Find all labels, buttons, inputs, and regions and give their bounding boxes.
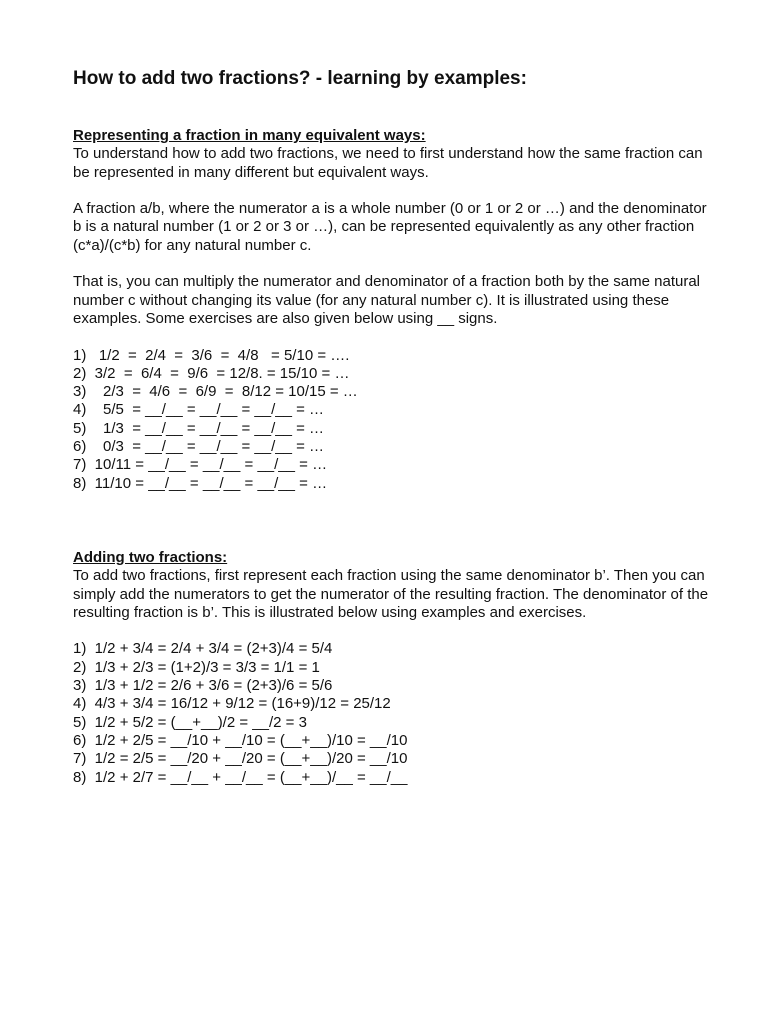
list-item: 1) 1/2 + 3/4 = 2/4 + 3/4 = (2+3)/4 = 5/4 <box>73 640 333 658</box>
list-item: 6) 0/3 = __/__ = __/__ = __/__ = … <box>73 438 325 456</box>
paragraph: To understand how to add two fractions, we need to first understand how the same fraction can be represented in many different but equivalent ways. <box>73 145 703 181</box>
page-title: How to add two fractions? - learning by examples: <box>73 68 527 89</box>
paragraph: To add two fractions, first represent each fraction using the same denominator b’. Then you can simply add the numerators to get the numerator of the resulting fraction. The denominator of the resulting fraction is b’. This is illustrated below using examples and exercises. <box>73 567 709 621</box>
adding-examples-list <box>73 640 713 786</box>
list-item: 4) 4/3 + 3/4 = 16/12 + 9/12 = (16+9)/12 = 25/12 <box>73 695 391 713</box>
paragraph: A fraction a/b, where the numerator a is a whole number (0 or 1 or 2 or …) and the denominator b is a natural number (1 or 2 or 3 or …), can be represented equivalently as any other fraction (c*a)/(c*b) for any natural number c. <box>73 200 707 254</box>
list-item: 7) 1/2 = 2/5 = __/20 + __/20 = (__+__)/20 = __/10 <box>73 750 408 768</box>
list-item: 3) 2/3 = 4/6 = 6/9 = 8/12 = 10/15 = … <box>73 383 358 401</box>
section-equivalent-fractions <box>73 127 713 493</box>
section-heading-adding: Adding two fractions: <box>73 549 228 566</box>
list-item: 8) 1/2 + 2/7 = __/__ + __/__ = (__+__)/__ = __/__ <box>73 768 408 786</box>
section-adding-fractions <box>73 549 713 787</box>
list-item: 6) 1/2 + 2/5 = __/10 + __/10 = (__+__)/10 = __/10 <box>73 731 408 749</box>
list-item: 1) 1/2 = 2/4 = 3/6 = 4/8 = 5/10 = …. <box>73 346 350 364</box>
section-heading-equivalent: Representing a fraction in many equivalent ways: <box>73 127 426 144</box>
list-item: 5) 1/3 = __/__ = __/__ = __/__ = … <box>73 419 325 437</box>
equivalent-examples-list <box>73 347 713 493</box>
list-item: 8) 11/10 = __/__ = __/__ = __/__ = … <box>73 474 328 492</box>
list-item: 2) 1/3 + 2/3 = (1+2)/3 = 3/3 = 1/1 = 1 <box>73 658 320 676</box>
list-item: 2) 3/2 = 6/4 = 9/6 = 12/8. = 15/10 = … <box>73 364 350 382</box>
list-item: 3) 1/3 + 1/2 = 2/6 + 3/6 = (2+3)/6 = 5/6 <box>73 677 333 695</box>
list-item: 4) 5/5 = __/__ = __/__ = __/__ = … <box>73 401 325 419</box>
list-item: 7) 10/11 = __/__ = __/__ = __/__ = … <box>73 456 328 474</box>
paragraph: That is, you can multiply the numerator and denominator of a fraction both by the same natural number c without changing its value (for any natural number c). It is illustrated using these examples. Some exercises are also given below using __ signs. <box>73 273 701 327</box>
list-item: 5) 1/2 + 5/2 = (__+__)/2 = __/2 = 3 <box>73 713 307 731</box>
